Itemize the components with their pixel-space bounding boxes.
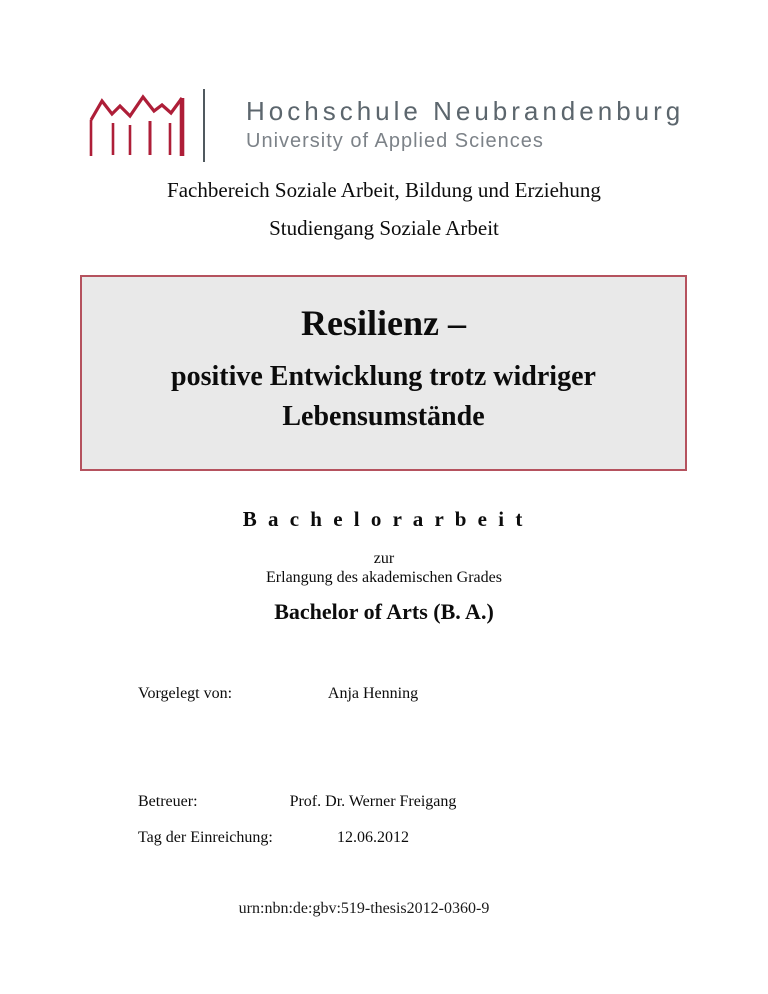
submission-date-label: Tag der Einreichung: [138,829,273,846]
university-subtitle: University of Applied Sciences [246,130,544,152]
thesis-subtitle-line1: positive Entwicklung trotz widriger [171,361,596,392]
submission-date-row [0,828,768,848]
department-block [0,171,768,247]
department-line: Fachbereich Soziale Arbeit, Bildung und Erziehung [167,178,601,202]
study-program-line: Studiengang Soziale Arbeit [269,216,499,240]
university-logo-icon [88,93,196,161]
supervisor-label: Betreuer: [138,793,198,810]
thesis-type: B a c h e l o r a r b e i t [242,507,526,531]
university-name: Hochschule Neubrandenburg [246,96,685,126]
degree-purpose-line2: Erlangung des akademischen Grades [266,569,502,586]
supervisor-row [0,792,768,812]
gable-silhouette [91,97,182,156]
submission-date: 12.06.2012 [337,829,409,846]
logo-text-divider [203,89,205,162]
thesis-title: Resilienz – [301,303,466,343]
submitted-by-label: Vorgelegt von: [138,685,233,702]
university-brand [246,96,684,153]
urn-identifier: urn:nbn:de:gbv:519-thesis2012-0360-9 [238,900,490,917]
supervisor-name: Prof. Dr. Werner Freigang [289,793,457,810]
thesis-subtitle-line2: Lebensumstände [282,401,485,432]
degree-name: Bachelor of Arts (B. A.) [274,599,494,624]
thesis-title-box [80,275,687,471]
degree-purpose-line1: zur [373,550,395,567]
author-name: Anja Henning [327,685,419,702]
submitted-by-row [0,684,768,704]
degree-block [0,505,768,625]
